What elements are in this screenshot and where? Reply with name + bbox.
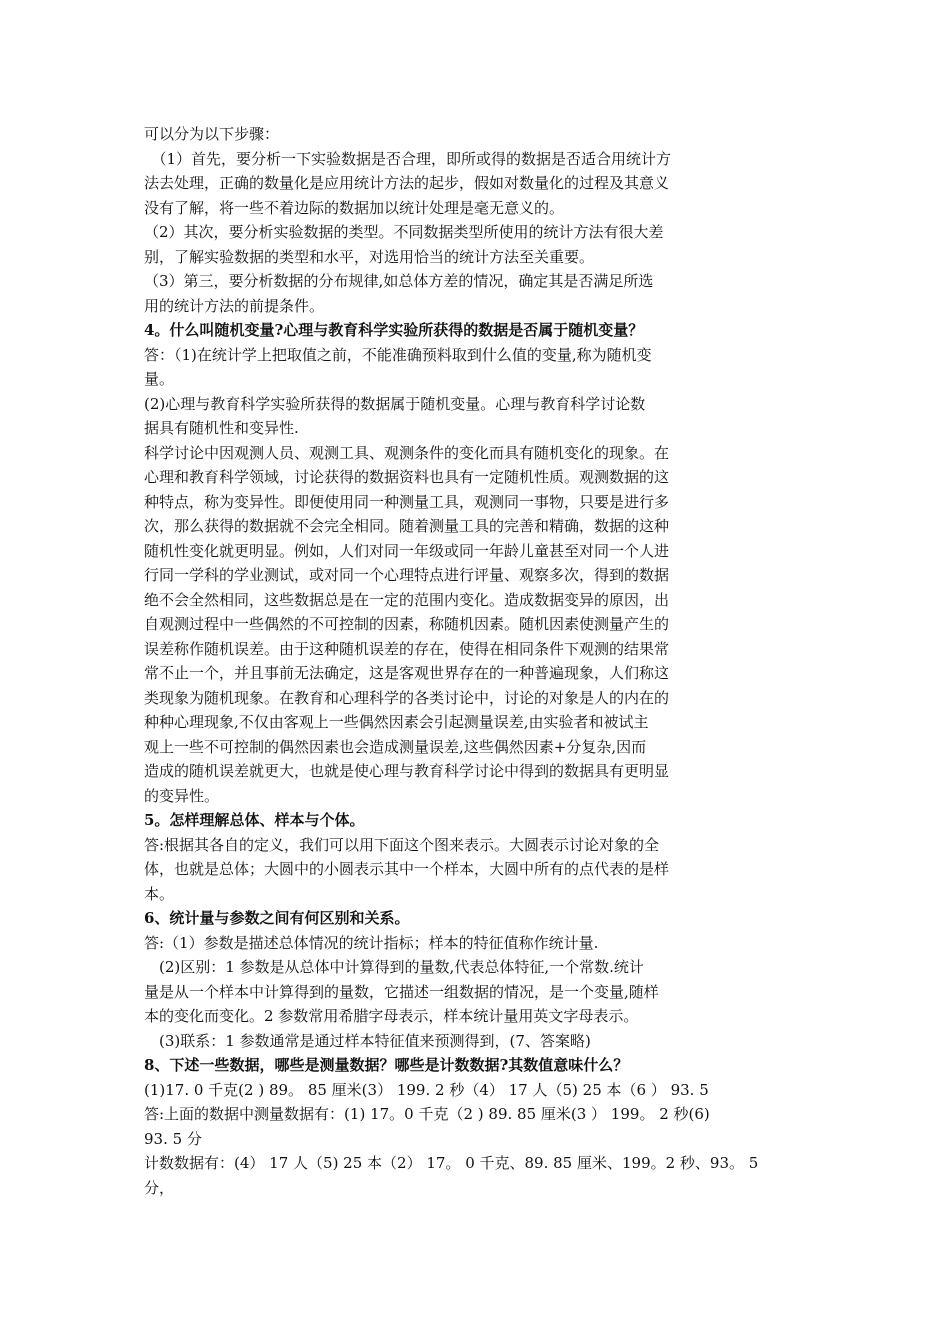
text-line: （3）第三，要分析数据的分布规律,如总体方差的情况，确定其是否满足所选 [144, 272, 654, 290]
text-line: 据具有随机性和变异性. [144, 419, 299, 437]
text-line: 随机性变化就更明显。例如，人们对同一年级或同一年龄儿童甚至对同一个人进 [144, 541, 670, 560]
text-line: 答：（1)在统计学上把取值之前，不能准确预料取到什么值的变量,称为随机变 [144, 345, 652, 364]
question-heading: 5。怎样理解总体、样本与个体。 [144, 811, 365, 829]
question-heading: 8、下述一些数据，哪些是测量数据？哪些是计数数据?其数值意味什么？ [144, 1056, 629, 1074]
question-heading: 6、统计量与参数之间有何区别和关系。 [144, 909, 410, 927]
text-line: 量是从一个样本中计算得到的量数，它描述一组数据的情况，是一个变量,随样 [144, 982, 659, 1001]
text-line: 别，了解实验数据的类型和水平，对选用恰当的统计方法至关重要。 [144, 247, 595, 266]
text-line: 造成的随机误差就更大，也就是使心理与教育科学讨论中得到的数据具有更明显 [144, 762, 670, 780]
text-line: 常不止一个，并且事前无法确定，这是客观世界存在的一种普遍现象，人们称这 [144, 664, 670, 682]
text-line: 自观测过程中一些偶然的不可控制的因素，称随机因素。随机因素使测量产生的 [144, 615, 670, 633]
text-line: (3)联系：1 参数通常是通过样本特征值来预测得到，(7、答案略) [144, 1031, 591, 1050]
text-line: 种种心理现象,不仅由客观上一些偶然因素会引起测量误差,由实验者和被试主 [144, 713, 649, 731]
text-line: 次，那么获得的数据就不会完全相同。随着测量工具的完善和精确，数据的这种 [144, 517, 670, 535]
text-line: 绝不会全然相同，这些数据总是在一定的范围内变化。造成数据变异的原因，出 [144, 590, 670, 609]
text-line: （1）首先，要分析一下实验数据是否合理，即所或得的数据是否适合用统计方 [144, 149, 672, 168]
text-line: 答:（1）参数是描述总体情况的统计指标；样本的特征值称作统计量. [144, 933, 599, 952]
text-line: 本的变化而变化。2 参数常用希腊字母表示，样本统计量用英文字母表示。 [144, 1007, 639, 1025]
text-line: （2）其次，要分析实验数据的类型。不同数据类型所使用的统计方法有很大差 [144, 223, 664, 241]
text-line: 行同一学科的学业测试，或对同一个心理特点进行评量、观察多次，得到的数据 [144, 566, 670, 584]
text-line: 科学讨论中因观测人员、观测工具、观测条件的变化而具有随机变化的现象。在 [144, 443, 670, 462]
text-line: (2)心理与教育科学实验所获得的数据属于随机变量。心理与教育科学讨论数 [144, 394, 646, 413]
text-line: 答:上面的数据中测量数据有：(1) 17。0 千克（2 ) 89. 85 厘米(3 ） 199。 2 秒(6) [144, 1105, 710, 1123]
text-line: (1)17. 0 千克(2 ) 89。 85 厘米(3） 199. 2 秒（4） 17 人（5) 25 本（6 ） 93. 5 [144, 1080, 709, 1099]
text-line: 可以分为以下步骤： [144, 125, 280, 143]
text-line: 计数数据有：(4） 17 人（5) 25 本（2） 17。 0 千克、89. 85 厘米、199。2 秒、93。 5 [144, 1154, 759, 1172]
text-line: 法去处理，正确的数量化是应用统计方法的起步，假如对数量化的过程及其意义 [144, 174, 670, 192]
text-line: 体，也就是总体；大圆中的小圆表示其中一个样本，大圆中所有的点代表的是样 [144, 860, 670, 878]
text-line: 答:根据其各自的定义，我们可以用下面这个图来表示。大圆表示讨论对象的全 [144, 835, 660, 854]
text-line: 分， [144, 1178, 175, 1197]
text-line: 93. 5 分 [144, 1129, 202, 1148]
text-line: 的变异性。 [144, 786, 220, 805]
text-line: 本。 [144, 884, 175, 903]
text-line: 类现象为随机现象。在教育和心理科学的各类讨论中，讨论的对象是人的内在的 [144, 688, 670, 707]
question-heading: 4。什么叫随机变量?心理与教育科学实验所获得的数据是否属于随机变量？ [144, 321, 644, 339]
document-page [144, 122, 804, 1200]
text-line: 用的统计方法的前提条件。 [144, 296, 325, 315]
text-line: (2)区别：1 参数是从总体中计算得到的量数,代表总体特征,一个常数.统计 [144, 958, 644, 976]
text-line: 观上一些不可控制的偶然因素也会造成测量误差,这些偶然因素+分复杂,因而 [144, 737, 647, 756]
text-line: 种特点，称为变异性。即便使用同一种测量工具，观测同一事物，只要是进行多 [144, 492, 670, 511]
text-line: 没有了解，将一些不着边际的数据加以统计处理是毫无意义的。 [144, 198, 565, 217]
text-line: 误差称作随机误差。由于这种随机误差的存在，使得在相同条件下观测的结果常 [144, 639, 670, 658]
text-line: 心理和教育科学领域，讨论获得的数据资料也具有一定随机性质。观测数据的这 [144, 468, 670, 486]
text-line: 量。 [144, 370, 175, 388]
